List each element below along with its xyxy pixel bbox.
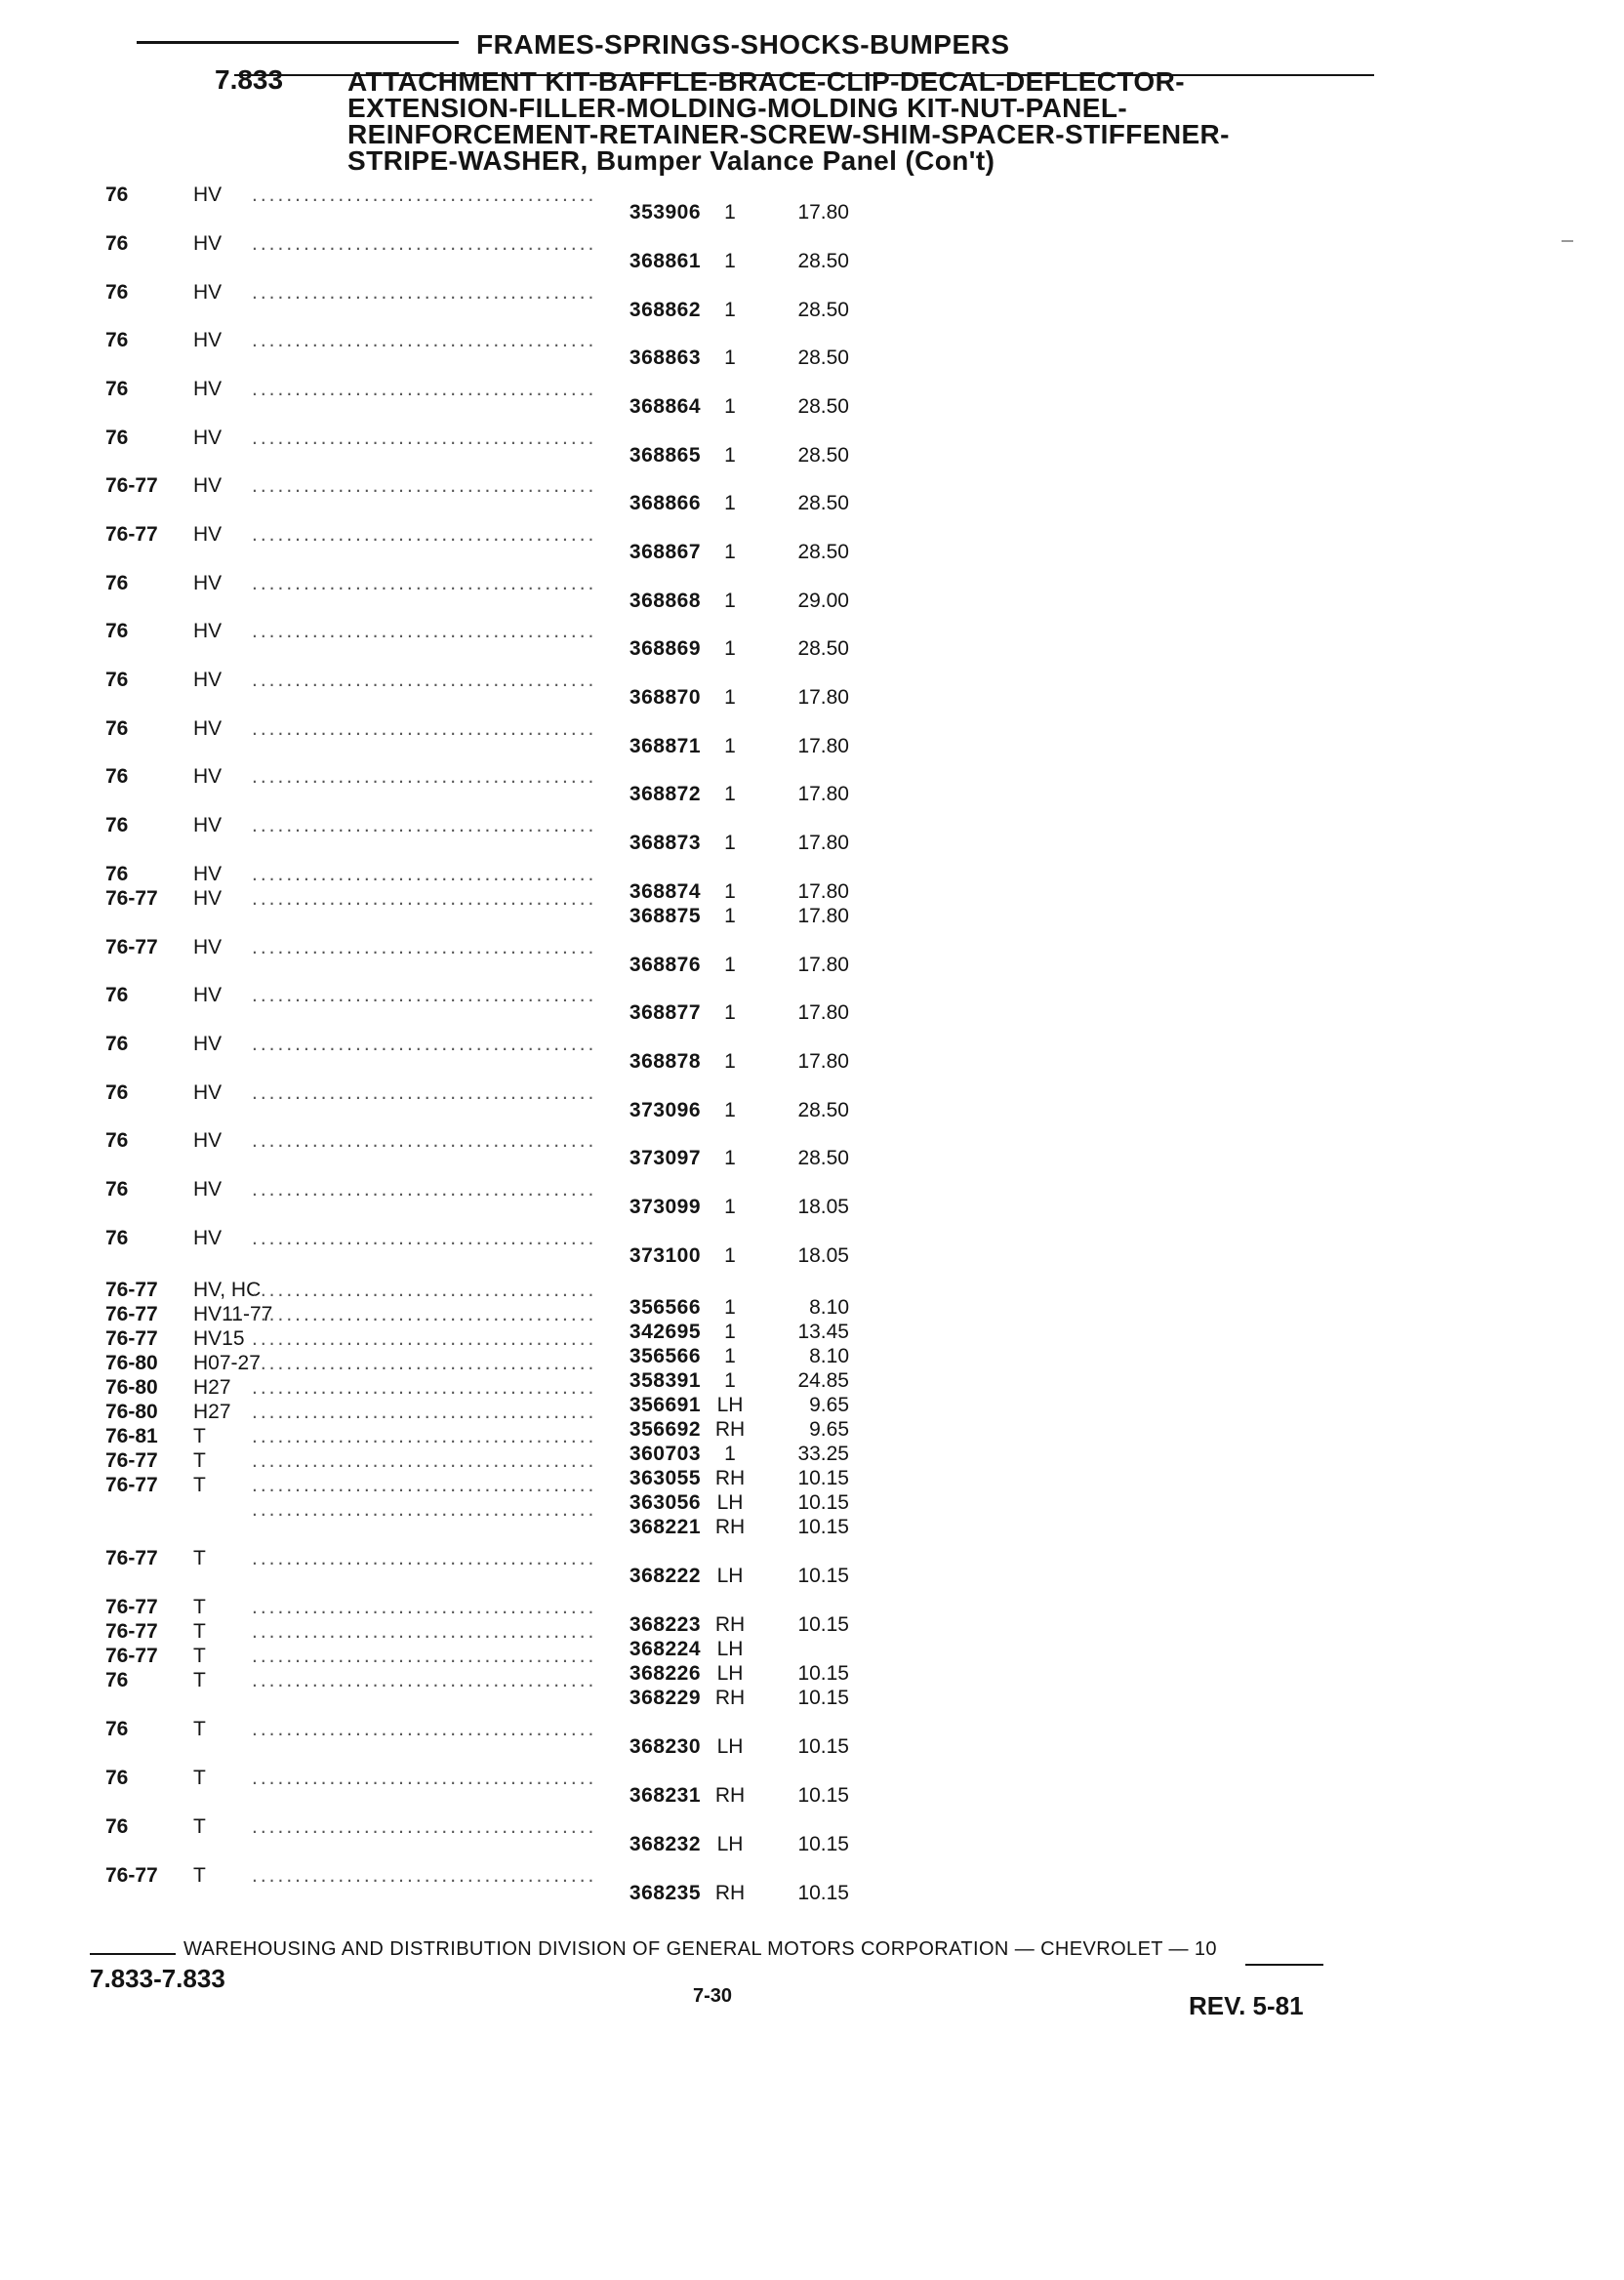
quantity: 1 <box>724 954 736 976</box>
part-number: 368231 <box>629 1784 701 1807</box>
leader-dots: ........................................ <box>252 427 597 449</box>
model-code: T <box>193 1864 206 1887</box>
model-code: HV <box>193 717 223 740</box>
table-row <box>0 1718 1624 1763</box>
footer-revision: REV. 5-81 <box>1189 1991 1304 2020</box>
model-code: HV <box>193 183 223 206</box>
leader-dots: ........................................ <box>252 378 597 400</box>
model-year: 76 <box>105 984 129 1006</box>
model-year: 76-77 <box>105 1279 158 1301</box>
leader-dots: ........................................ <box>252 1474 597 1496</box>
leader-dots: ........................................ <box>252 183 597 206</box>
model-year: 76 <box>105 669 129 691</box>
part-number: 368229 <box>629 1687 701 1709</box>
part-number: 368872 <box>629 783 701 805</box>
table-row <box>0 620 1624 665</box>
leader-dots: ........................................ <box>252 1401 597 1423</box>
model-year: 76-80 <box>105 1376 158 1399</box>
model-year: 76 <box>105 281 129 304</box>
model-code: T <box>193 1547 206 1569</box>
part-number: 368224 <box>629 1638 701 1660</box>
quantity: RH <box>714 1418 746 1441</box>
footer-rule-left <box>90 1953 176 1955</box>
section-heading: FRAMES-SPRINGS-SHOCKS-BUMPERS <box>476 29 1010 60</box>
model-year: 76 <box>105 378 129 400</box>
leader-dots: ........................................ <box>252 765 597 788</box>
part-number: 363055 <box>629 1467 701 1489</box>
model-code: HV <box>193 814 223 836</box>
price: 10.15 <box>797 1735 849 1758</box>
model-year: 76 <box>105 765 129 788</box>
part-number: 368871 <box>629 735 701 757</box>
part-number: 368865 <box>629 444 701 467</box>
leader-dots: ........................................ <box>252 1178 597 1201</box>
section-title-line-1: ATTACHMENT KIT-BAFFLE-BRACE-CLIP-DECAL-DEFLECTOR- <box>347 66 1185 97</box>
model-code: HV <box>193 378 223 400</box>
leader-dots: ........................................ <box>252 1864 597 1887</box>
model-code: HV <box>193 232 223 255</box>
model-year: 76-77 <box>105 1620 158 1643</box>
part-number: 368875 <box>629 905 701 927</box>
model-code: HV <box>193 523 223 546</box>
table-row <box>0 427 1624 471</box>
leader-dots: ........................................ <box>252 1227 597 1249</box>
quantity: LH <box>716 1735 744 1758</box>
model-code: HV <box>193 765 223 788</box>
model-year: 76 <box>105 1815 129 1838</box>
model-year: 76 <box>105 232 129 255</box>
table-row <box>0 1033 1624 1078</box>
leader-dots: ........................................ <box>252 232 597 255</box>
price: 8.10 <box>809 1296 849 1319</box>
model-year: 76-77 <box>105 474 158 497</box>
price: 17.80 <box>797 954 849 976</box>
model-code: T <box>193 1645 206 1667</box>
leader-dots: ........................................ <box>252 887 597 910</box>
model-year: 76 <box>105 1129 129 1152</box>
quantity: 1 <box>724 1099 736 1121</box>
price: 28.50 <box>797 250 849 272</box>
model-code: HV <box>193 863 223 885</box>
leader-dots: ........................................ <box>252 1596 597 1618</box>
price: 28.50 <box>797 1147 849 1169</box>
quantity: 1 <box>724 1147 736 1169</box>
section-number: 7.833 <box>215 64 284 95</box>
model-year: 76-77 <box>105 523 158 546</box>
model-code: T <box>193 1718 206 1740</box>
model-year: 76-80 <box>105 1352 158 1374</box>
quantity: 1 <box>724 541 736 563</box>
table-row <box>0 523 1624 568</box>
leader-dots: ........................................ <box>252 620 597 642</box>
model-code: T <box>193 1767 206 1789</box>
leader-dots: ........................................ <box>252 1303 597 1325</box>
part-number: 368877 <box>629 1001 701 1024</box>
price: 17.80 <box>797 880 849 903</box>
price: 10.15 <box>797 1467 849 1489</box>
price: 17.80 <box>797 832 849 854</box>
quantity: RH <box>714 1687 746 1709</box>
quantity: 1 <box>724 735 736 757</box>
quantity: LH <box>716 1565 744 1587</box>
leader-dots: ........................................ <box>252 1376 597 1399</box>
price: 10.15 <box>797 1516 849 1538</box>
quantity: RH <box>714 1613 746 1636</box>
part-number: 368230 <box>629 1735 701 1758</box>
price: 28.50 <box>797 346 849 369</box>
price: 28.50 <box>797 541 849 563</box>
part-number: 368232 <box>629 1833 701 1855</box>
part-number: 368867 <box>629 541 701 563</box>
model-year: 76 <box>105 1767 129 1789</box>
price: 10.15 <box>797 1687 849 1709</box>
quantity: 1 <box>724 1196 736 1218</box>
model-code: T <box>193 1425 206 1447</box>
part-number: 368222 <box>629 1565 701 1587</box>
table-row <box>0 281 1624 326</box>
model-code: HV <box>193 1033 223 1055</box>
table-row <box>0 183 1624 228</box>
quantity: LH <box>716 1394 744 1416</box>
price: 10.15 <box>797 1613 849 1636</box>
model-year: 76 <box>105 572 129 594</box>
table-row <box>0 1129 1624 1174</box>
model-year: 76-77 <box>105 1596 158 1618</box>
leader-dots: ........................................ <box>252 329 597 351</box>
model-code: HV <box>193 1129 223 1152</box>
leader-dots: ........................................ <box>252 1815 597 1838</box>
table-row <box>0 329 1624 374</box>
part-number: 373099 <box>629 1196 701 1218</box>
quantity: 1 <box>724 346 736 369</box>
part-number: 368223 <box>629 1613 701 1636</box>
quantity: 1 <box>724 492 736 514</box>
leader-dots: ........................................ <box>252 1033 597 1055</box>
part-number: 358391 <box>629 1369 701 1392</box>
table-row <box>0 1498 1624 1543</box>
quantity: 1 <box>724 832 736 854</box>
price: 10.15 <box>797 1491 849 1514</box>
quantity: 1 <box>724 1050 736 1073</box>
leader-dots: ........................................ <box>252 936 597 958</box>
part-number: 360703 <box>629 1443 701 1465</box>
table-row <box>0 474 1624 519</box>
model-code: HV <box>193 1227 223 1249</box>
model-year: 76 <box>105 183 129 206</box>
leader-dots: ........................................ <box>252 1669 597 1691</box>
model-code: HV <box>193 329 223 351</box>
leader-dots: ........................................ <box>252 1645 597 1667</box>
section-title-line-4: STRIPE-WASHER, Bumper Valance Panel (Con't) <box>347 145 995 176</box>
quantity: 1 <box>724 590 736 612</box>
quantity: RH <box>714 1784 746 1807</box>
model-year: 76-77 <box>105 1547 158 1569</box>
quantity: 1 <box>724 250 736 272</box>
model-code: HV15 <box>193 1327 245 1350</box>
leader-dots: ........................................ <box>252 1449 597 1472</box>
quantity: 1 <box>724 905 736 927</box>
part-number: 368864 <box>629 395 701 418</box>
model-year: 76-77 <box>105 936 158 958</box>
model-code: HV <box>193 620 223 642</box>
quantity: LH <box>716 1491 744 1514</box>
model-year: 76 <box>105 1178 129 1201</box>
quantity: 1 <box>724 880 736 903</box>
quantity: 1 <box>724 1244 736 1267</box>
price: 18.05 <box>797 1196 849 1218</box>
model-year: 76-77 <box>105 1327 158 1350</box>
quantity: 1 <box>724 1369 736 1392</box>
quantity: LH <box>716 1833 744 1855</box>
model-code: H07-27 <box>193 1352 261 1374</box>
leader-dots: ........................................ <box>252 1498 597 1521</box>
price: 10.15 <box>797 1565 849 1587</box>
model-code: T <box>193 1449 206 1472</box>
leader-dots: ........................................ <box>252 1718 597 1740</box>
model-code: HV <box>193 936 223 958</box>
quantity: LH <box>716 1638 744 1660</box>
quantity: 1 <box>724 395 736 418</box>
leader-dots: ........................................ <box>252 1327 597 1350</box>
leader-dots: ........................................ <box>252 1620 597 1643</box>
price: 33.25 <box>797 1443 849 1465</box>
part-number: 342695 <box>629 1321 701 1343</box>
part-number: 368221 <box>629 1516 701 1538</box>
price: 10.15 <box>797 1662 849 1685</box>
price: 28.50 <box>797 444 849 467</box>
model-year: 76 <box>105 717 129 740</box>
price: 17.80 <box>797 1050 849 1073</box>
table-row <box>0 1669 1624 1714</box>
footer-division: WAREHOUSING AND DISTRIBUTION DIVISION OF GENERAL MOTORS CORPORATION — CHEVROLET — 10 <box>183 1938 1217 1960</box>
quantity: 1 <box>724 1443 736 1465</box>
model-code: HV <box>193 669 223 691</box>
model-year: 76 <box>105 1669 129 1691</box>
price: 17.80 <box>797 905 849 927</box>
part-number: 368861 <box>629 250 701 272</box>
part-number: 368870 <box>629 686 701 709</box>
price: 9.65 <box>809 1394 849 1416</box>
part-number: 368226 <box>629 1662 701 1685</box>
price: 10.15 <box>797 1833 849 1855</box>
table-row <box>0 1178 1624 1223</box>
part-number: 356566 <box>629 1296 701 1319</box>
model-year: 76-77 <box>105 1474 158 1496</box>
model-code: HV, HC <box>193 1279 262 1301</box>
model-year: 76 <box>105 863 129 885</box>
quantity: 1 <box>724 201 736 224</box>
model-year: 76 <box>105 1227 129 1249</box>
quantity: 1 <box>724 444 736 467</box>
price: 17.80 <box>797 735 849 757</box>
leader-dots: ........................................ <box>252 572 597 594</box>
part-number: 373097 <box>629 1147 701 1169</box>
part-number: 353906 <box>629 201 701 224</box>
part-number: 373096 <box>629 1099 701 1121</box>
leader-dots: ........................................ <box>252 523 597 546</box>
part-number: 356692 <box>629 1418 701 1441</box>
model-code: H27 <box>193 1376 231 1399</box>
model-code: T <box>193 1596 206 1618</box>
model-code: H27 <box>193 1401 231 1423</box>
price: 10.15 <box>797 1882 849 1904</box>
price: 17.80 <box>797 1001 849 1024</box>
footer-rule-right <box>1245 1964 1323 1966</box>
quantity: RH <box>714 1467 746 1489</box>
part-number: 368874 <box>629 880 701 903</box>
quantity: 1 <box>724 637 736 660</box>
table-row <box>0 1864 1624 1909</box>
table-row <box>0 572 1624 617</box>
leader-dots: ........................................ <box>252 863 597 885</box>
model-code: HV <box>193 427 223 449</box>
quantity: 1 <box>724 1345 736 1367</box>
model-year: 76 <box>105 427 129 449</box>
model-code: T <box>193 1620 206 1643</box>
table-row <box>0 1081 1624 1126</box>
model-year: 76-81 <box>105 1425 158 1447</box>
section-title-line-3: REINFORCEMENT-RETAINER-SCREW-SHIM-SPACER-STIFFENER- <box>347 119 1230 149</box>
part-number: 368878 <box>629 1050 701 1073</box>
leader-dots: ........................................ <box>252 814 597 836</box>
table-row <box>0 1767 1624 1812</box>
table-row <box>0 936 1624 981</box>
model-code: HV <box>193 281 223 304</box>
quantity: RH <box>714 1516 746 1538</box>
quantity: 1 <box>724 783 736 805</box>
price: 28.50 <box>797 492 849 514</box>
table-row <box>0 1815 1624 1860</box>
price: 29.00 <box>797 590 849 612</box>
table-row <box>0 887 1624 932</box>
model-code: HV <box>193 984 223 1006</box>
price: 9.65 <box>809 1418 849 1441</box>
part-number: 368869 <box>629 637 701 660</box>
price: 28.50 <box>797 299 849 321</box>
part-number: 368235 <box>629 1882 701 1904</box>
quantity: 1 <box>724 1321 736 1343</box>
price: 8.10 <box>809 1345 849 1367</box>
part-number: 363056 <box>629 1491 701 1514</box>
leader-dots: ........................................ <box>252 1352 597 1374</box>
model-code: T <box>193 1474 206 1496</box>
quantity: 1 <box>724 1001 736 1024</box>
model-year: 76 <box>105 1081 129 1104</box>
quantity: 1 <box>724 299 736 321</box>
table-row <box>0 232 1624 277</box>
part-number: 368866 <box>629 492 701 514</box>
quantity: 1 <box>724 686 736 709</box>
price: 17.80 <box>797 201 849 224</box>
model-year: 76-77 <box>105 1303 158 1325</box>
leader-dots: ........................................ <box>252 1547 597 1569</box>
price: 17.80 <box>797 686 849 709</box>
part-number: 356691 <box>629 1394 701 1416</box>
quantity: 1 <box>724 1296 736 1319</box>
model-code: HV11-77 <box>193 1303 273 1325</box>
table-row <box>0 378 1624 423</box>
price: 17.80 <box>797 783 849 805</box>
model-code: T <box>193 1815 206 1838</box>
model-year: 76-77 <box>105 1645 158 1667</box>
price: 13.45 <box>797 1321 849 1343</box>
part-number: 368863 <box>629 346 701 369</box>
leader-dots: ........................................ <box>252 984 597 1006</box>
footer-page-number: 7-30 <box>693 1985 733 2007</box>
model-year: 76 <box>105 329 129 351</box>
footer-section-range: 7.833-7.833 <box>90 1964 225 1993</box>
leader-dots: ........................................ <box>252 281 597 304</box>
table-row <box>0 717 1624 762</box>
table-row <box>0 765 1624 810</box>
price: 24.85 <box>797 1369 849 1392</box>
price: 28.50 <box>797 1099 849 1121</box>
price: 28.50 <box>797 637 849 660</box>
part-number: 373100 <box>629 1244 701 1267</box>
model-year: 76 <box>105 1033 129 1055</box>
section-title-line-2: EXTENSION-FILLER-MOLDING-MOLDING KIT-NUT-PANEL- <box>347 93 1128 123</box>
price: 10.15 <box>797 1784 849 1807</box>
table-row <box>0 1227 1624 1272</box>
leader-dots: ........................................ <box>252 1767 597 1789</box>
model-code: HV <box>193 887 223 910</box>
model-year: 76-80 <box>105 1401 158 1423</box>
leader-dots: ........................................ <box>252 1279 597 1301</box>
model-code: HV <box>193 474 223 497</box>
part-number: 368862 <box>629 299 701 321</box>
model-code: HV <box>193 1178 223 1201</box>
leader-dots: ........................................ <box>252 717 597 740</box>
model-year: 76-77 <box>105 1864 158 1887</box>
leader-dots: ........................................ <box>252 1129 597 1152</box>
model-year: 76-77 <box>105 887 158 910</box>
leader-dots: ........................................ <box>252 669 597 691</box>
leader-dots: ........................................ <box>252 1425 597 1447</box>
model-year: 76 <box>105 814 129 836</box>
price: 28.50 <box>797 395 849 418</box>
model-code: HV <box>193 1081 223 1104</box>
model-code: HV <box>193 572 223 594</box>
quantity: RH <box>714 1882 746 1904</box>
model-year: 76 <box>105 1718 129 1740</box>
part-number: 356566 <box>629 1345 701 1367</box>
model-year: 76-77 <box>105 1449 158 1472</box>
model-year: 76 <box>105 620 129 642</box>
model-code: T <box>193 1669 206 1691</box>
price: 18.05 <box>797 1244 849 1267</box>
part-number: 368868 <box>629 590 701 612</box>
quantity: LH <box>716 1662 744 1685</box>
table-row <box>0 814 1624 859</box>
table-row <box>0 984 1624 1029</box>
part-number: 368873 <box>629 832 701 854</box>
leader-dots: ........................................ <box>252 474 597 497</box>
table-row <box>0 1547 1624 1592</box>
table-row <box>0 669 1624 713</box>
leader-dots: ........................................ <box>252 1081 597 1104</box>
part-number: 368876 <box>629 954 701 976</box>
